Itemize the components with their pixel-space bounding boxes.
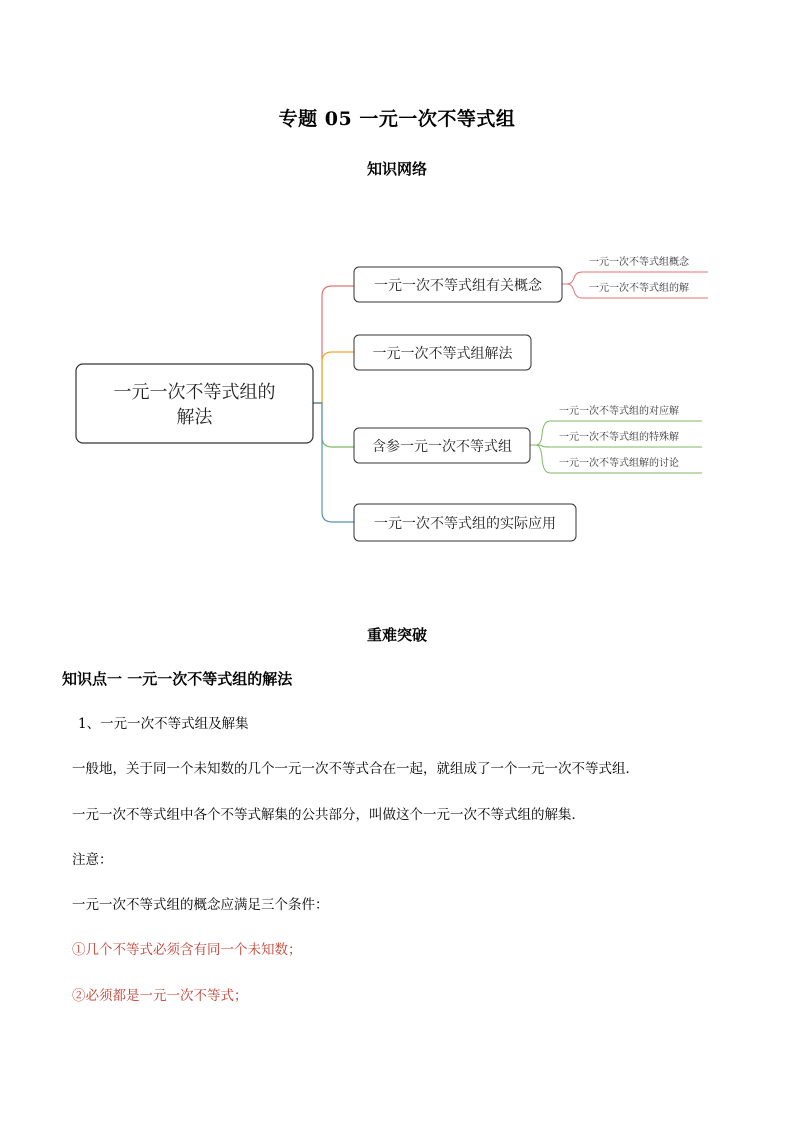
mindmap-leaf-3-2: 一元一次不等式组的特殊解 — [559, 432, 679, 443]
connector-b3-leaf2 — [530, 445, 702, 447]
connector-root-b3 — [313, 403, 354, 447]
connector-root-b2 — [313, 352, 354, 403]
section-title-breakthrough: 重难突破 — [366, 626, 427, 644]
section-title-network: 知识网络 — [366, 160, 427, 178]
knowledge-point-heading: 知识点一 一元一次不等式组的解法 — [62, 670, 293, 688]
mindmap-root-line2: 解法 — [176, 407, 213, 428]
mindmap-root-line1: 一元一次不等式组的 — [113, 382, 276, 403]
mindmap-branch-2-label: 一元一次不等式组解法 — [372, 346, 513, 362]
page-title: 专题 05 一元一次不等式组 — [278, 108, 516, 130]
mind-map — [0, 240, 794, 560]
paragraph-2: 一般地，关于同一个未知数的几个一元一次不等式合在一起，就组成了一个一元一次不等式组． — [72, 761, 639, 777]
paragraph-3: 一元一次不等式组中各个不等式解集的公共部分，叫做这个一元一次不等式组的解集． — [72, 807, 585, 823]
mindmap-branch-3-label: 含参一元一次不等式组 — [372, 439, 512, 455]
condition-2: ②必须都是一元一次不等式； — [72, 988, 248, 1004]
condition-1: ①几个不等式必须含有同一个未知数； — [72, 942, 302, 958]
paragraph-5: 一元一次不等式组的概念应满足三个条件： — [72, 897, 329, 913]
connector-root-b1 — [313, 286, 354, 403]
mindmap-leaf-1-2: 一元一次不等式组的解 — [589, 283, 689, 294]
paragraph-1: 1、一元一次不等式组及解集 — [78, 716, 249, 732]
mindmap-branch-4-label: 一元一次不等式组的实际应用 — [374, 516, 556, 532]
mindmap-leaf-1-1: 一元一次不等式组概念 — [589, 257, 689, 268]
mindmap-root-node — [76, 364, 313, 443]
mindmap-leaf-3-1: 一元一次不等式组的对应解 — [559, 406, 679, 417]
mindmap-leaf-3-3: 一元一次不等式组解的讨论 — [559, 458, 679, 469]
paragraph-note: 注意： — [72, 852, 113, 868]
connector-root-b4 — [313, 403, 354, 522]
mindmap-branch-1-label: 一元一次不等式组有关概念 — [374, 278, 542, 294]
